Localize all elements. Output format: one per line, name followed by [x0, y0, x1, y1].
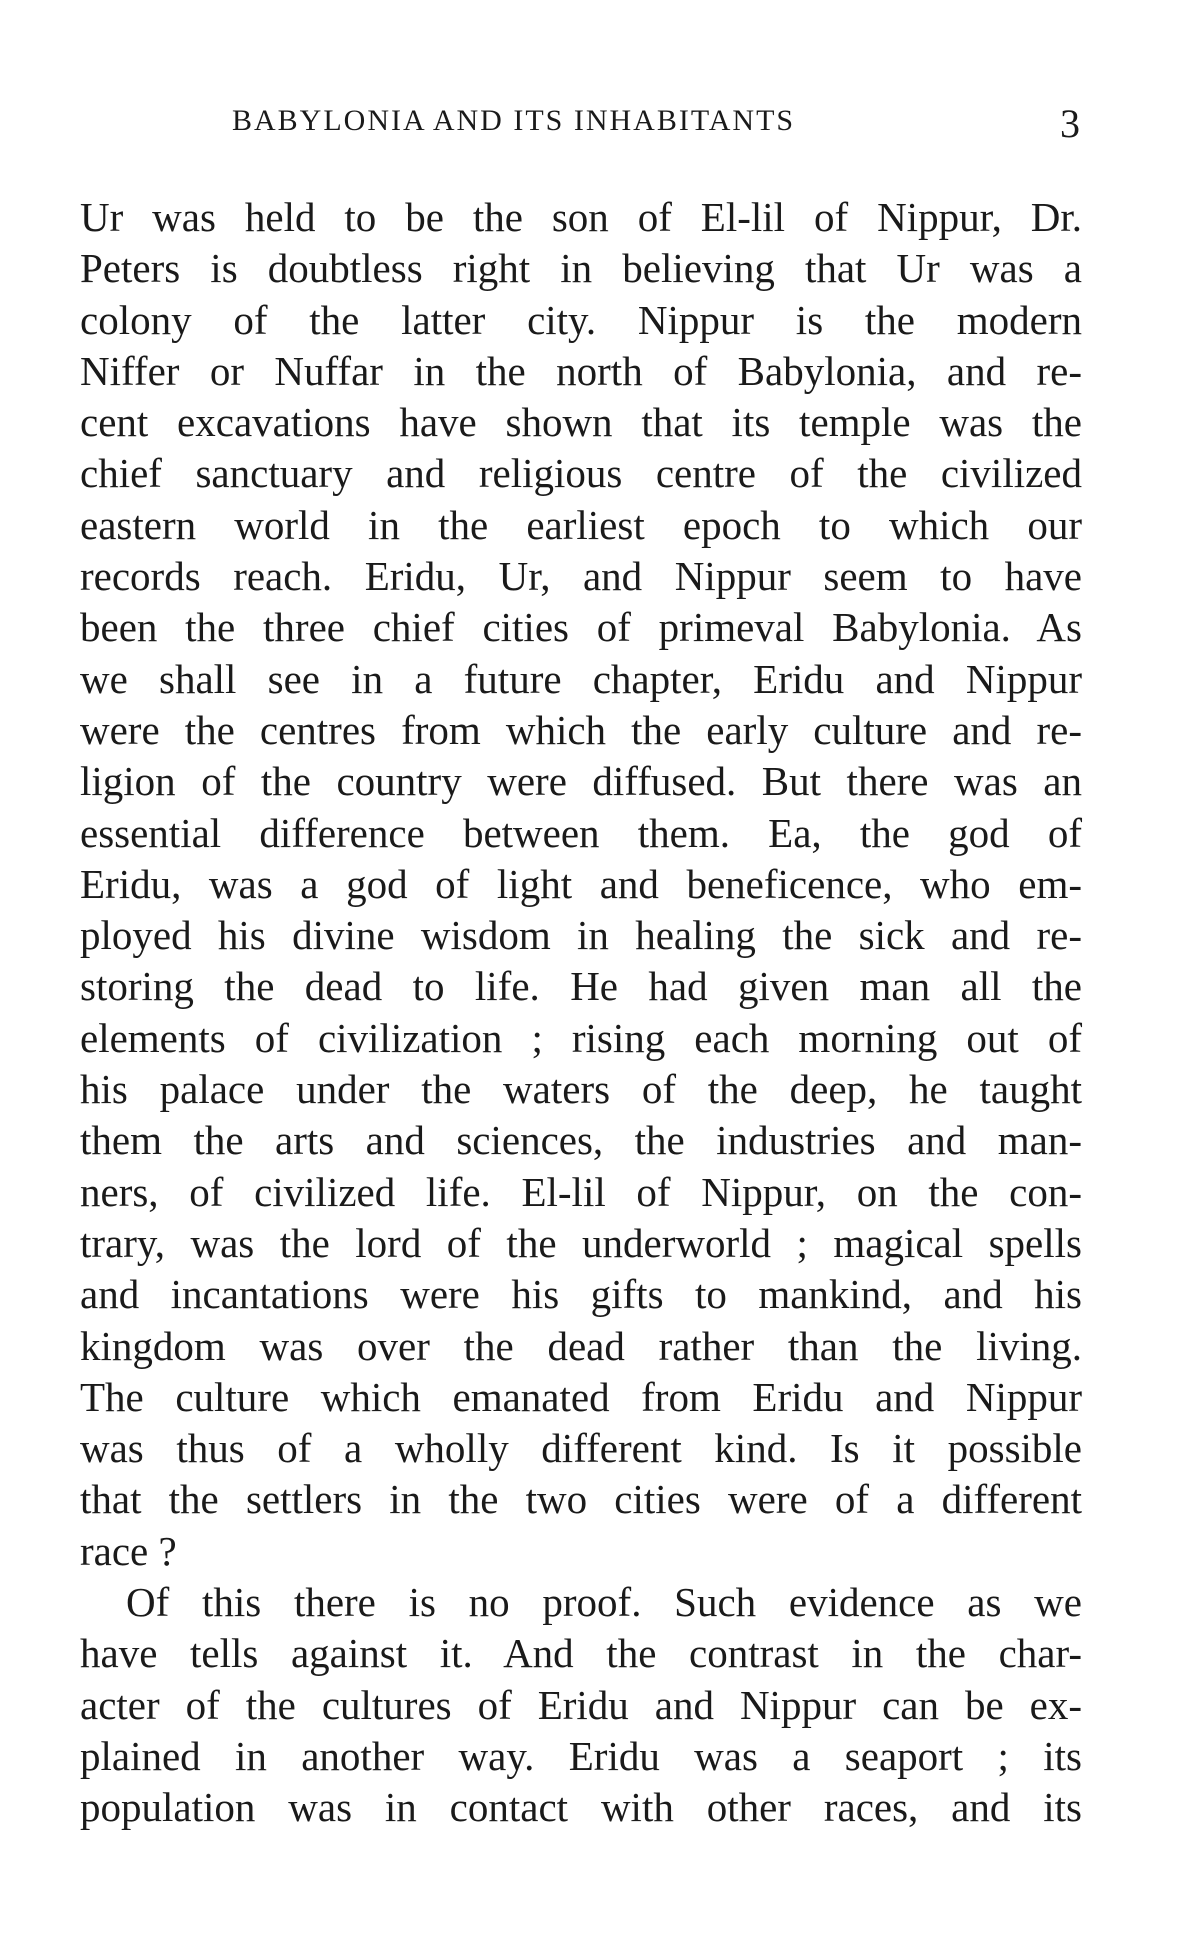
- text-line: were the centres from which the early culture and re-: [80, 706, 1082, 753]
- paragraph: [80, 1577, 1082, 1833]
- text-line: and incantations were his gifts to mankind, and his: [80, 1271, 1082, 1318]
- text-line: eastern world in the earliest epoch to which our: [80, 501, 1082, 548]
- text-line: them the arts and sciences, the industries and man-: [80, 1117, 1082, 1164]
- text-line: essential difference between them. Ea, the god of: [80, 809, 1082, 856]
- text-line: trary, was the lord of the underworld ; magical spells: [80, 1219, 1082, 1266]
- text-line: have tells against it. And the contrast in the char-: [80, 1630, 1082, 1677]
- text-line: that the settlers in the two cities were of a different: [80, 1476, 1082, 1523]
- text-line: The culture which emanated from Eridu and Nippur: [80, 1373, 1082, 1420]
- text-line: Ur was held to be the son of El-lil of Nippur, Dr.: [80, 194, 1082, 240]
- text-line: was thus of a wholly different kind. Is it possible: [80, 1425, 1082, 1472]
- text-line: acter of the cultures of Eridu and Nippur can be ex-: [80, 1681, 1082, 1728]
- text-line: his palace under the waters of the deep, he taught: [80, 1066, 1082, 1113]
- running-head-title: BABYLONIA AND ITS INHABITANTS: [232, 104, 796, 137]
- running-head: [80, 101, 1080, 154]
- text-line: Eridu, was a god of light and beneficence, who em-: [80, 860, 1082, 907]
- text-line: Niffer or Nuffar in the north of Babylonia, and re-: [80, 347, 1082, 394]
- text-line: colony of the latter city. Nippur is the modern: [80, 296, 1082, 343]
- text-line: elements of civilization ; rising each morning out of: [80, 1014, 1082, 1061]
- text-line: records reach. Eridu, Ur, and Nippur seem to have: [80, 553, 1082, 600]
- paragraph: [80, 192, 1082, 1577]
- text-line: ligion of the country were diffused. But there was an: [80, 758, 1082, 805]
- text-line: Peters is doubtless right in believing that Ur was a: [80, 245, 1082, 292]
- text-line: ners, of civilized life. El-lil of Nippur, on the con-: [80, 1168, 1082, 1215]
- text-line: population was in contact with other races, and its: [80, 1784, 1082, 1831]
- page-number: 3: [1060, 101, 1080, 146]
- text-line: storing the dead to life. He had given man all the: [80, 963, 1082, 1010]
- text-line: we shall see in a future chapter, Eridu and Nippur: [80, 655, 1082, 702]
- text-line: kingdom was over the dead rather than the living.: [80, 1322, 1082, 1369]
- text-line: plained in another way. Eridu was a seaport ; its: [80, 1732, 1082, 1779]
- text-line: chief sanctuary and religious centre of the civilized: [80, 450, 1082, 497]
- text-line: Of this there is no proof. Such evidence as we: [126, 1579, 1082, 1626]
- body-text: [80, 192, 1082, 1834]
- text-line: cent excavations have shown that its temple was the: [80, 399, 1082, 446]
- text-line: been the three chief cities of primeval Babylonia. As: [80, 604, 1082, 651]
- text-line: race ?: [80, 1527, 177, 1574]
- text-line: ployed his divine wisdom in healing the sick and re-: [80, 912, 1082, 959]
